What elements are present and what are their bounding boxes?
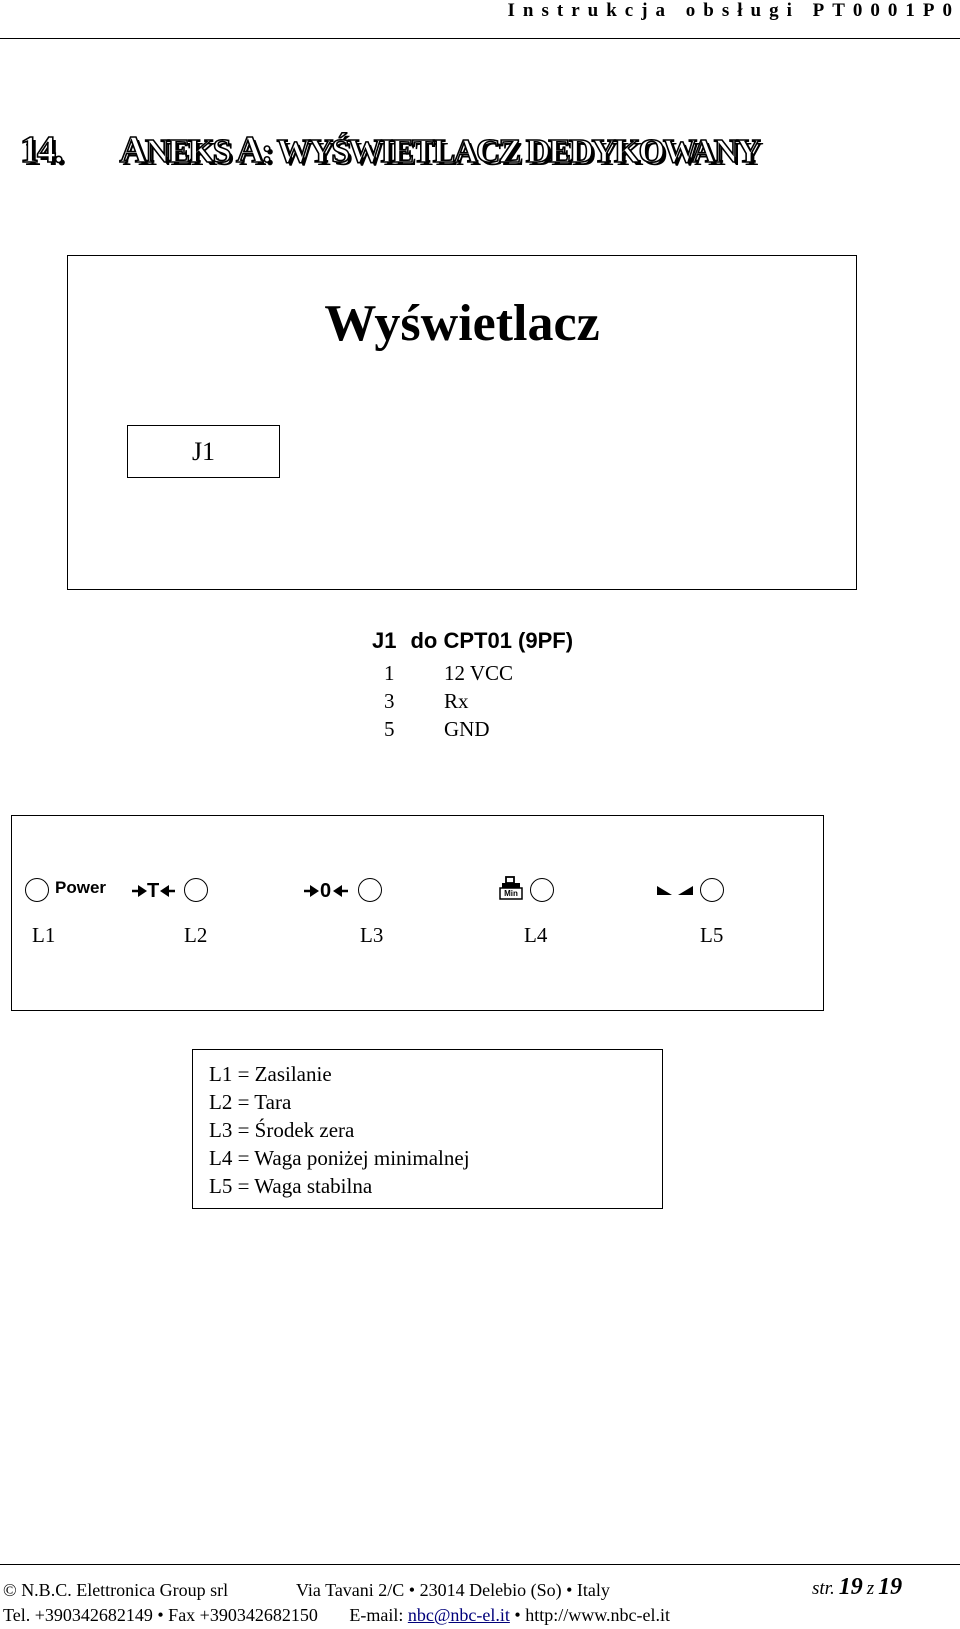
footer-page-number — [812, 1574, 902, 1601]
pin-signal: GND — [444, 717, 490, 741]
min-weight-icon — [499, 876, 523, 900]
page-total: 19 — [878, 1574, 903, 1600]
email-link[interactable]: nbc@nbc-el.it — [407, 1605, 510, 1625]
display-title: Wyświetlacz — [324, 295, 600, 352]
power-label: Power — [55, 878, 107, 897]
footer-divider — [0, 1564, 960, 1565]
section-title-initial-b: A — [236, 129, 262, 171]
footer-tel-fax: Tel. +390342682149 • Fax +390342682150 — [3, 1605, 318, 1625]
page-current: 19 — [838, 1574, 863, 1600]
footer-address: Via Tavani 2/C • 23014 Delebio (So) • Italy — [296, 1580, 610, 1600]
led-l4-min — [530, 878, 554, 902]
pin-number: 3 — [384, 689, 395, 713]
tare-arrow-right-icon — [132, 884, 148, 898]
tare-arrow-left-icon — [160, 884, 176, 898]
connector-j1-label: J1 — [191, 436, 216, 466]
document-header-title: Instrukcja obsługi PT0001P0 — [507, 0, 960, 21]
pinout-connector: J1 — [372, 628, 397, 653]
footer-contact — [3, 1605, 670, 1626]
zero-arrow-right-icon — [304, 884, 320, 898]
footer-company — [3, 1580, 228, 1601]
legend-line: L4 = Waga poniżej minimalnej — [209, 1146, 470, 1170]
pin-number: 5 — [384, 717, 395, 741]
led-l3-zero — [358, 878, 382, 902]
section-title — [20, 128, 759, 172]
header-divider — [0, 38, 960, 39]
led-label: L2 — [184, 923, 208, 947]
pinout-target: do CPT01 (9PF) — [410, 628, 574, 653]
legend-line: L5 = Waga stabilna — [209, 1174, 373, 1198]
pinout-row — [384, 661, 513, 686]
zero-symbol: 0 — [320, 880, 332, 902]
led-label: L4 — [524, 923, 548, 947]
led-label: L5 — [700, 923, 724, 947]
led-legend — [192, 1049, 663, 1209]
stable-weight-icon — [657, 884, 695, 896]
led-panel — [11, 815, 824, 1011]
pinout-header — [372, 628, 573, 654]
legend-line: L1 = Zasilanie — [209, 1062, 332, 1086]
pin-number: 1 — [384, 661, 395, 685]
tare-symbol: T — [147, 880, 160, 902]
section-title-word-b: : WYŚWIETLACZ DEDYKOWANY — [261, 133, 759, 170]
led-l2-tare — [184, 878, 208, 902]
led-l1-power — [25, 878, 49, 902]
legend-line: L2 = Tara — [209, 1090, 292, 1114]
pin-signal: Rx — [444, 689, 469, 713]
pin-signal: 12 VCC — [444, 661, 514, 685]
min-symbol: Min — [504, 889, 518, 898]
connector-j1-box — [127, 425, 280, 478]
section-title-initial-a: A — [119, 129, 145, 171]
led-label: L1 — [32, 923, 56, 947]
led-l5-stable — [700, 878, 724, 902]
section-title-word-a: NEKS — [144, 133, 230, 170]
pinout-row — [384, 689, 469, 714]
footer-email-label: E-mail: — [349, 1605, 404, 1625]
footer-company-name: N.B.C. Elettronica Group srl — [21, 1580, 229, 1600]
footer-bullet: • — [514, 1605, 521, 1625]
led-label: L3 — [360, 923, 384, 947]
section-number: 14. — [20, 129, 62, 171]
copyright-icon: © — [3, 1580, 17, 1600]
website-link[interactable]: http://www.nbc-el.it — [525, 1605, 670, 1625]
display-diagram — [67, 255, 857, 590]
legend-line: L3 = Środek zera — [209, 1118, 355, 1142]
pinout-row — [384, 717, 490, 742]
page-separator: z — [866, 1578, 875, 1599]
zero-arrow-left-icon — [333, 884, 349, 898]
page-prefix: str. — [812, 1578, 835, 1599]
